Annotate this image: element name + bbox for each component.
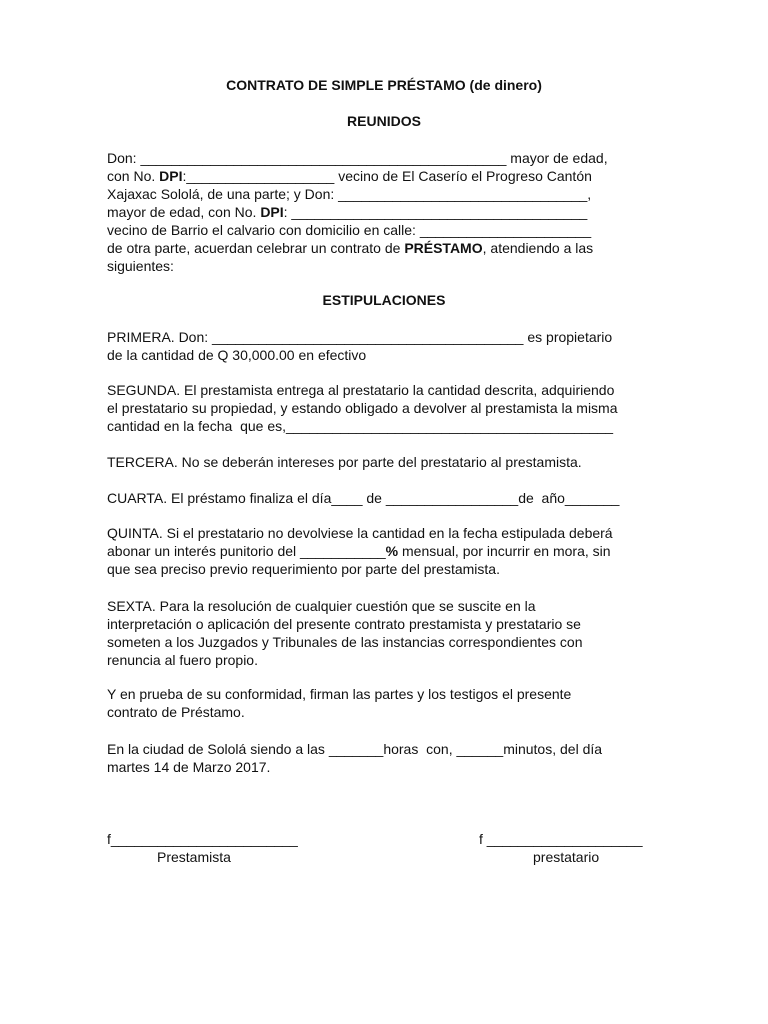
text-line: Y en prueba de su conformidad, firman las partes y los testigos el presente — [107, 686, 572, 702]
text-segment: :___________________ vecino de El Caserío el Progreso Cantón — [182, 168, 592, 184]
signature-line-prestamista[interactable]: f________________________ — [107, 831, 298, 847]
text-segment: abonar un interés punitorio del ___________ — [107, 543, 386, 559]
text-line: interpretación o aplicación del presente contrato prestamista y prestatario se — [107, 616, 581, 632]
text-segment: vecino de Barrio el calvario con domicilio en calle: ______________________ — [107, 222, 592, 238]
text-line: cantidad en la fecha que es,__________________________________________ — [107, 418, 614, 434]
bold-term: DPI — [260, 204, 284, 220]
text-line: el prestatario su propiedad, y estando obligado a devolver al prestamista la misma — [107, 400, 618, 416]
text-line: martes 14 de Marzo 2017. — [107, 759, 271, 775]
signature-label-prestatario: prestatario — [533, 849, 600, 865]
text-line — [107, 185, 667, 203]
text-line — [107, 167, 667, 185]
signature-line-prestatario[interactable]: f ____________________ — [479, 831, 643, 847]
paragraph-fecha — [107, 740, 667, 776]
text-segment: , atendiendo a las — [482, 240, 594, 256]
clause-cuarta — [107, 489, 667, 507]
text-segment: : ______________________________________ — [283, 204, 588, 220]
bold-term: DPI — [159, 168, 183, 184]
paragraph-reunidos — [107, 149, 667, 275]
text-segment: mensual, por incurrir en mora, sin — [398, 543, 611, 559]
text-line: contrato de Préstamo. — [107, 704, 245, 720]
text-line — [107, 257, 667, 275]
text-line — [107, 203, 667, 221]
text-segment: siguientes: — [107, 258, 174, 274]
clause-sexta — [107, 597, 667, 669]
text-line: SEGUNDA. El prestamista entrega al prestatario la cantidad descrita, adquiriendo — [107, 382, 615, 398]
text-line: someten a los Juzgados y Tribunales de las instancias correspondientes con — [107, 634, 583, 650]
text-line — [107, 560, 667, 578]
text-line: PRIMERA. Don: ________________________________________ es propietario — [107, 329, 613, 345]
text-segment: Xajaxac Sololá, de una parte; y Don: ________________________________, — [107, 186, 592, 202]
signature-label-prestamista: Prestamista — [157, 849, 231, 865]
text-line: En la ciudad de Sololá siendo a las _______horas con, ______minutos, del día — [107, 741, 603, 757]
text-line: de la cantidad de Q 30,000.00 en efectivo — [107, 347, 367, 363]
text-line — [107, 524, 667, 542]
text-line: TERCERA. No se deberán intereses por parte del prestatario al prestamista. — [107, 454, 582, 470]
text-segment: con No. — [107, 168, 160, 184]
text-line: SEXTA. Para la resolución de cualquier cuestión que se suscite en la — [107, 598, 536, 614]
text-line — [107, 149, 667, 167]
section-heading-reunidos: REUNIDOS — [347, 113, 421, 129]
text-segment: mayor de edad, con No. — [107, 204, 261, 220]
bold-term: % — [385, 543, 399, 559]
text-line: CUARTA. El préstamo finaliza el día____ de _________________de año_______ — [107, 490, 620, 506]
text-line — [107, 239, 667, 257]
bold-term: PRÉSTAMO — [404, 240, 483, 256]
clause-tercera — [107, 453, 667, 471]
text-line — [107, 542, 667, 560]
document-title: CONTRATO DE SIMPLE PRÉSTAMO (de dinero) — [226, 77, 542, 93]
text-line — [107, 221, 667, 239]
text-segment: que sea preciso previo requerimiento por parte del prestamista. — [107, 561, 500, 577]
section-heading-estipulaciones: ESTIPULACIONES — [322, 292, 446, 308]
text-line: renuncia al fuero propio. — [107, 652, 258, 668]
text-segment: Don: _______________________________________________ mayor de edad, — [107, 150, 608, 166]
clause-segunda — [107, 381, 667, 435]
text-segment: QUINTA. Si el prestatario no devolviese la cantidad en la fecha estipulada deberá — [107, 525, 613, 541]
paragraph-conformidad — [107, 685, 667, 721]
clause-primera — [107, 328, 667, 364]
clause-quinta — [107, 524, 667, 578]
text-segment: de otra parte, acuerdan celebrar un contrato de — [107, 240, 405, 256]
